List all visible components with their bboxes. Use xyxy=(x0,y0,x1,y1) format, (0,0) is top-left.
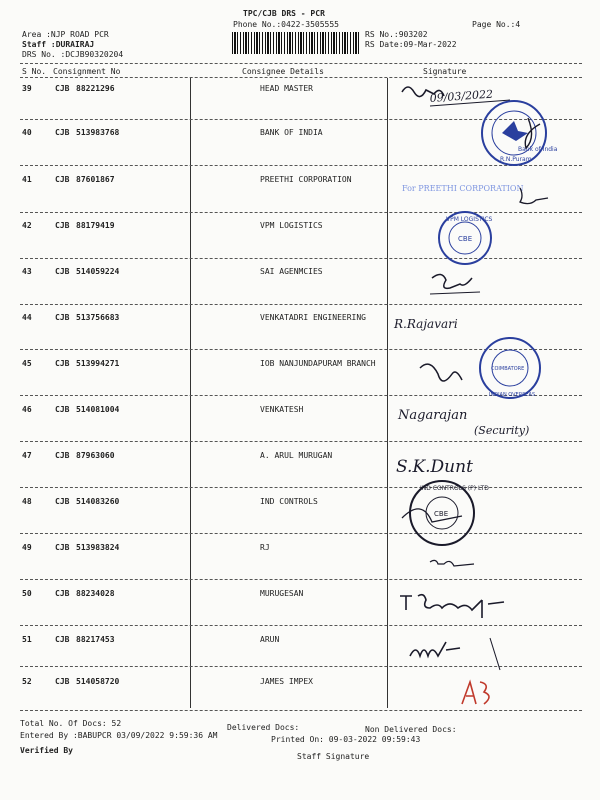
row-consignee: VENKATADRI ENGINEERING xyxy=(260,313,366,322)
signature-44: R.Rajavari xyxy=(394,317,458,331)
ind-stamp xyxy=(410,481,489,545)
bank-stamp-branch: R.N.Puram xyxy=(500,156,532,163)
iob-stamp-city: COIMBATORE xyxy=(491,366,525,372)
row-cjb: CJB xyxy=(55,175,70,184)
row-consignee: SAI AGENMCIES xyxy=(260,267,323,276)
row-consignment-no: 87963060 xyxy=(76,451,115,460)
row-cjb: CJB xyxy=(55,677,70,686)
row-consignee: RJ xyxy=(260,543,270,552)
staff-signature-label: Staff Signature xyxy=(297,752,370,761)
date-handwritten-39: 09/03/2022 xyxy=(429,87,494,105)
row-cjb: CJB xyxy=(55,84,70,93)
row-consignee: ARUN xyxy=(260,635,280,644)
row-consignee: PREETHI CORPORATION xyxy=(260,175,352,184)
row-cjb: CJB xyxy=(55,359,70,368)
row-consignment-no: 514081004 xyxy=(76,405,120,414)
row-consignment-no: 514083260 xyxy=(76,497,120,506)
area-label: Area :NJP ROAD PCR xyxy=(22,30,109,39)
row-cjb: CJB xyxy=(55,497,70,506)
row-sno: 46 xyxy=(22,405,32,414)
vpm-stamp-name: VPM LOGISTICS xyxy=(446,216,493,223)
bank-stamp-name: Bank of India xyxy=(518,146,558,153)
total-docs: Total No. Of Docs: 52 xyxy=(20,719,122,728)
iob-stamp xyxy=(480,338,540,398)
document-title: TPC/CJB DRS - PCR xyxy=(243,9,325,18)
col-signature: Signature xyxy=(423,67,467,76)
entered-by: Entered By :BABUPCR 03/09/2022 9:59:36 AM xyxy=(20,731,218,740)
rs-date: RS Date:09-Mar-2022 xyxy=(365,40,457,49)
preethi-stamp: For PREETHI CORPORATION xyxy=(402,184,524,193)
row-consignee: A. ARUL MURUGAN xyxy=(260,451,333,460)
iob-stamp-name: INDIAN OVERSEAS xyxy=(489,392,536,398)
non-delivered-docs: Non Delivered Docs: xyxy=(365,725,457,734)
row-consignment-no: 88221296 xyxy=(76,84,115,93)
row-sno: 44 xyxy=(22,313,32,322)
row-cjb: CJB xyxy=(55,543,70,552)
row-consignee: HEAD MASTER xyxy=(260,84,313,93)
row-consignment-no: 88217453 xyxy=(76,635,115,644)
row-sno: 43 xyxy=(22,267,32,276)
signature-47: S.K.Dunt xyxy=(396,457,473,477)
row-cjb: CJB xyxy=(55,451,70,460)
ind-stamp-name: IND CONTROLS (P) LTD xyxy=(420,485,489,492)
signature-52 xyxy=(462,682,489,704)
delivered-docs: Delivered Docs: xyxy=(227,723,300,732)
row-sno: 40 xyxy=(22,128,32,137)
row-cjb: CJB xyxy=(55,635,70,644)
row-consignment-no: 513756683 xyxy=(76,313,120,322)
row-cjb: CJB xyxy=(55,313,70,322)
staff-label: Staff :DURAIRAJ xyxy=(22,40,95,49)
row-consignment-no: 88234028 xyxy=(76,589,115,598)
row-consignment-no: 513994271 xyxy=(76,359,120,368)
row-consignment-no: 513983768 xyxy=(76,128,120,137)
row-sno: 47 xyxy=(22,451,32,460)
col-consignee: Consignee Details xyxy=(242,67,324,76)
barcode xyxy=(232,32,360,54)
row-consignment-no: 514059224 xyxy=(76,267,120,276)
row-cjb: CJB xyxy=(55,221,70,230)
row-sno: 41 xyxy=(22,175,32,184)
page-number: Page No.:4 xyxy=(472,20,521,29)
row-consignee: MURUGESAN xyxy=(260,589,304,598)
row-sno: 45 xyxy=(22,359,32,368)
row-sno: 51 xyxy=(22,635,32,644)
row-consignment-no: 87601867 xyxy=(76,175,115,184)
row-sno: 48 xyxy=(22,497,32,506)
row-consignee: BANK OF INDIA xyxy=(260,128,323,137)
row-consignment-no: 88179419 xyxy=(76,221,115,230)
row-cjb: CJB xyxy=(55,405,70,414)
row-cjb: CJB xyxy=(55,128,70,137)
row-cjb: CJB xyxy=(55,589,70,598)
col-sno: S No. xyxy=(22,67,47,76)
signature-46-name: Nagarajan xyxy=(398,408,468,423)
vpm-stamp xyxy=(439,212,493,264)
ind-stamp-inner: CBE xyxy=(434,510,449,518)
row-sno: 52 xyxy=(22,677,32,686)
row-cjb: CJB xyxy=(55,267,70,276)
signature-area xyxy=(390,78,600,708)
row-consignee: VENKATESH xyxy=(260,405,304,414)
rs-number: RS No.:903202 xyxy=(365,30,428,39)
signature-46-note: (Security) xyxy=(474,424,530,437)
printed-on: Printed On: 09-03-2022 09:59:43 xyxy=(271,735,421,744)
phone-number: Phone No.:0422-3505555 xyxy=(233,20,339,29)
row-consignment-no: 514058720 xyxy=(76,677,120,686)
drs-number: DRS No. :DCJB90320204 xyxy=(22,50,124,59)
vpm-stamp-inner: CBE xyxy=(458,235,473,243)
row-consignee: JAMES IMPEX xyxy=(260,677,313,686)
header-divider xyxy=(20,63,582,64)
row-consignee: IND CONTROLS xyxy=(260,497,318,506)
row-consignee: IOB NANJUNDAPURAM BRANCH xyxy=(260,359,376,368)
row-sno: 42 xyxy=(22,221,32,230)
row-consignee: VPM LOGISTICS xyxy=(260,221,323,230)
row-sno: 49 xyxy=(22,543,32,552)
row-sno: 50 xyxy=(22,589,32,598)
verified-by: Verified By xyxy=(20,746,73,755)
row-divider xyxy=(20,710,582,711)
col-consignment: Consignment No xyxy=(53,67,121,76)
bank-stamp xyxy=(482,101,558,165)
row-consignment-no: 513983824 xyxy=(76,543,120,552)
row-sno: 39 xyxy=(22,84,32,93)
